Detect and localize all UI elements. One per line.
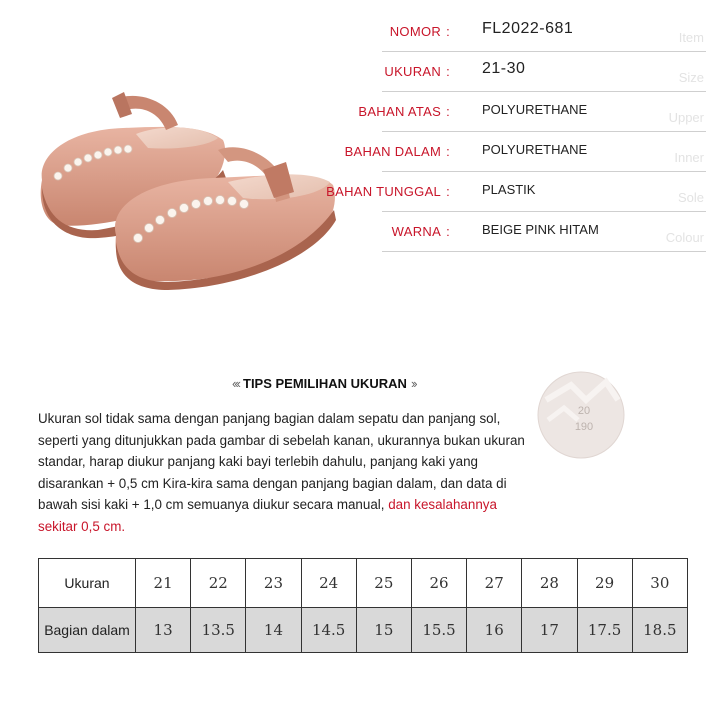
spec-row-upper: BAHAN ATAS : POLYURETHANE Upper xyxy=(382,92,706,132)
spec-label: BAHAN TUNGGAL xyxy=(326,184,442,199)
inner-length-cell: 18.5 xyxy=(632,608,687,653)
inner-length-cell: 13.5 xyxy=(191,608,246,653)
size-row-label: Ukuran xyxy=(39,559,136,608)
inner-length-cell: 14 xyxy=(246,608,301,653)
inner-length-row xyxy=(39,608,688,653)
tips-heading xyxy=(228,376,420,391)
spec-english-label: Upper xyxy=(668,110,704,125)
spec-value: BEIGE PINK HITAM xyxy=(482,222,599,237)
tips-text xyxy=(38,408,526,537)
spec-value: POLYURETHANE xyxy=(482,102,588,117)
size-cell: 29 xyxy=(577,559,632,608)
size-cell: 28 xyxy=(522,559,577,608)
spec-row-colour: WARNA : BEIGE PINK HITAM Colour xyxy=(382,212,706,252)
product-shoe-image xyxy=(28,70,348,300)
spec-english-label: Colour xyxy=(665,230,704,245)
spec-value: PLASTIK xyxy=(482,182,536,197)
size-chart-table xyxy=(38,558,688,653)
size-cell: 22 xyxy=(191,559,246,608)
size-cell: 24 xyxy=(301,559,356,608)
inner-length-cell: 16 xyxy=(467,608,522,653)
spec-label: UKURAN xyxy=(384,64,442,79)
inner-length-cell: 17.5 xyxy=(577,608,632,653)
spec-value: POLYURETHANE xyxy=(482,142,588,157)
inner-length-cell: 14.5 xyxy=(301,608,356,653)
spec-value: FL2022-681 xyxy=(482,20,574,37)
size-cell: 27 xyxy=(467,559,522,608)
spec-english-label: Sole xyxy=(677,190,704,205)
size-cell: 25 xyxy=(356,559,411,608)
spec-value: 21-30 xyxy=(482,60,526,77)
inner-length-cell: 15 xyxy=(356,608,411,653)
spec-row-sole: BAHAN TUNGGAL : PLASTIK Sole xyxy=(382,172,706,212)
spec-row-size: UKURAN : 21-30 Size xyxy=(382,52,706,92)
spec-english-label: Inner xyxy=(674,150,704,165)
size-cell: 23 xyxy=(246,559,301,608)
tips-highlight: dan kesalahannya sekitar 0,5 cm. xyxy=(38,497,497,534)
inner-length-cell: 17 xyxy=(522,608,577,653)
spec-label: BAHAN DALAM xyxy=(344,144,442,159)
spec-row-item: NOMOR : FL2022-681 Item xyxy=(382,12,706,52)
sole-size-mark: 20 xyxy=(577,405,591,417)
sole-closeup-image xyxy=(536,370,626,460)
chevrons-left-icon: ‹‹‹ xyxy=(232,376,239,391)
sole-length-mark: 190 xyxy=(574,421,594,433)
spec-label: BAHAN ATAS xyxy=(358,104,442,119)
size-row xyxy=(39,559,688,608)
chevrons-right-icon: ›› xyxy=(410,376,416,391)
spec-label: NOMOR xyxy=(389,24,442,39)
size-cell: 21 xyxy=(136,559,191,608)
tips-body: Ukuran sol tidak sama dengan panjang bagian dalam sepatu dan panjang sol, seperti yang ditunjukkan pada gambar di sebelah kanan, ukurannya bukan ukuran standar, harap diukur panjang kaki bayi terlebih dahulu, panjang kaki yang disarankan + 0,5 cm Kira-kira sama dengan panjang bagian dalam, dan data di bawah sisi kaki + 1,0 cm semuanya diukur secara manual, xyxy=(38,411,525,512)
inner-length-cell: 15.5 xyxy=(411,608,466,653)
spec-label: WARNA xyxy=(391,224,442,239)
spec-english-label: Size xyxy=(678,70,704,85)
size-cell: 30 xyxy=(632,559,687,608)
tips-title: TIPS PEMILIHAN UKURAN xyxy=(243,376,407,391)
inner-row-label: Bagian dalam xyxy=(39,608,136,653)
spec-table xyxy=(326,12,706,252)
size-cell: 26 xyxy=(411,559,466,608)
spec-english-label: Item xyxy=(678,30,704,45)
spec-row-inner: BAHAN DALAM : POLYURETHANE Inner xyxy=(382,132,706,172)
inner-length-cell: 13 xyxy=(136,608,191,653)
